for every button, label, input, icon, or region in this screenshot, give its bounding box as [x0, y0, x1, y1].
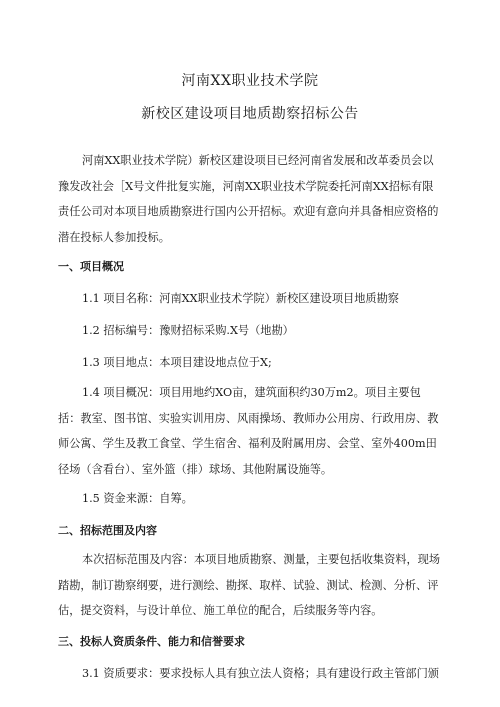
section1-heading: 一、项目概况: [58, 260, 124, 273]
document-title-line2: 新校区建设项目地质勘察招标公告: [141, 106, 359, 122]
section1-item2: 1.2 招标编号：豫财招标采购.X号（地勘）: [82, 324, 294, 337]
section2-heading: 二、招标范围及内容: [58, 524, 157, 537]
section1-item1: 1.1 项目名称：河南XX职业技术学院）新校区建设项目地质勘察: [82, 292, 399, 305]
section3-item1: 3.1 资质要求：要求投标人具有独立法人资格；具有建设行政主管部门颁: [82, 667, 439, 680]
section1-item3: 1.3 项目地点：本项目建设地点位于X;: [82, 356, 272, 369]
section1-item4: 1.4 项目概况：项目用地约XO亩，建筑面积约30万m2。项目主要包括：教室、图书馆、实验实训用房、风雨操场、教师办公用房、行政用房、教师公寓、学生及教工食堂、学生宿舍、福利及附属用房、会堂、室外400m田径场（含看台）、室外篮（排）球场、其他附属设施等。: [58, 386, 439, 476]
section3-heading: 三、投标人资质条件、能力和信誉要求: [58, 635, 245, 648]
intro-paragraph: 河南XX职业技术学院）新校区建设项目已经河南省发展和改革委员会以豫发改社会［X号文件批复实施，河南XX职业技术学院委托河南XX招标有限责任公司对本项目地质勘察进行国内公开招标。欢迎有意向并具备相应资格的潜在投标人参加投标。: [58, 154, 439, 244]
section2-body: 本次招标范围及内容：本项目地质勘察、测量，主要包括收集资料，现场踏勘，制订勘察纲要，进行测绘、勘探、取样、试验、测试、检测、分析、评估，提交资料，与设计单位、施工单位的配合，后续服务等内容。: [58, 553, 441, 617]
section1-item5: 1.5 资金来源：自筹。: [82, 492, 193, 505]
document-title-line1: 河南XX职业技术学院: [181, 73, 319, 89]
